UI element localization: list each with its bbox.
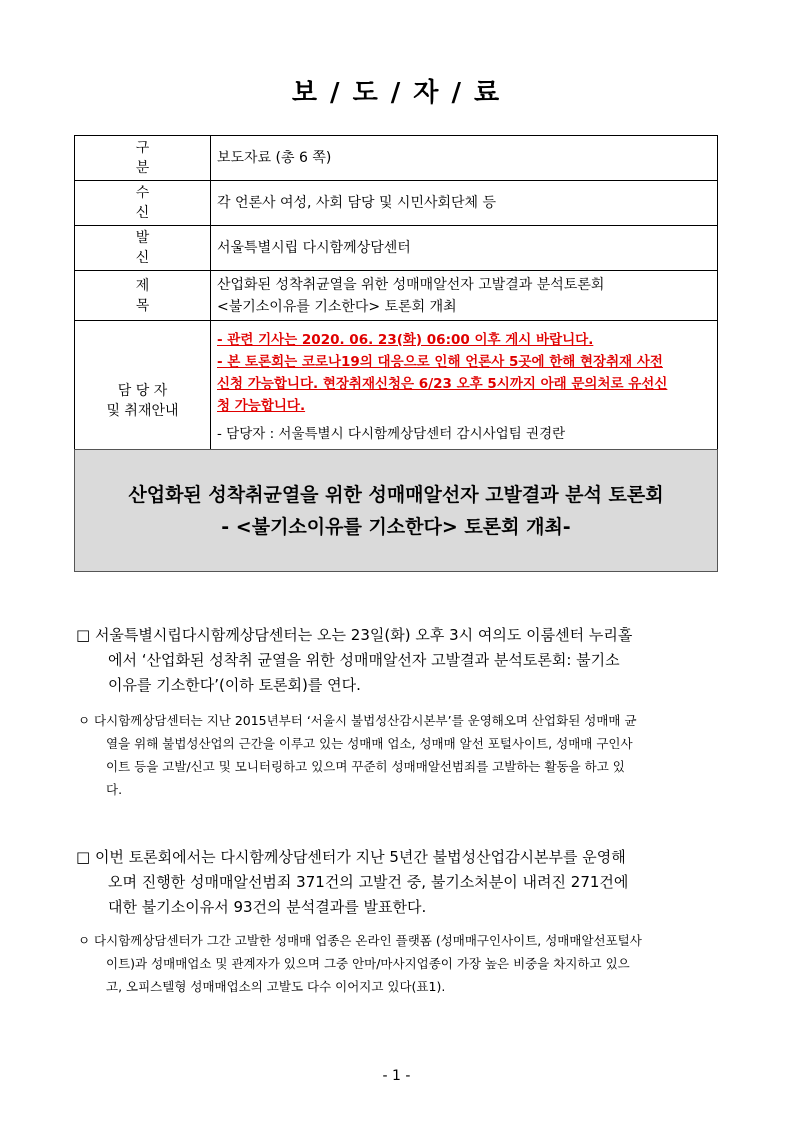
row-value: 각 언론사 여성, 사회 담당 및 시민사회단체 등: [211, 181, 718, 226]
coverage-notice-line: - 본 토론회는 코로나19의 대응으로 인해 언론사 5곳에 한해 현장취재 사전: [217, 353, 663, 370]
subject-line: 산업화된 성착취균열을 위한 성매매알선자 고발결과 분석토론회: [217, 276, 605, 293]
paragraph-line: 대한 불기소이유서 93건의 분석결과를 발표한다.: [108, 898, 427, 916]
sub-paragraph-line: 이트)과 성매매업소 및 관계자가 있으며 그중 안마/마사지업종이 가장 높은 비중을 차지하고 있으: [106, 956, 630, 971]
row-value: [211, 271, 718, 321]
contact-person: - 담당자 : 서울특별시 다시함께상담센터 감시사업팀 권경란: [217, 425, 566, 442]
row-label: 발 신: [75, 226, 211, 271]
sub-paragraph-line: 열을 위해 불법성산업의 근간을 이루고 있는 성매매 업소, 성매매 알선 포털사이트, 성매매 구인사: [106, 736, 633, 751]
page-title: 보 / 도 / 자 / 료: [291, 78, 502, 108]
row-label: 구 분: [75, 136, 211, 181]
sub-paragraph-line: 이트 등을 고발/신고 및 모니터링하고 있으며 꾸준히 성매매알선범죄를 고발하는 활동을 하고 있: [106, 759, 625, 774]
table-row: [75, 226, 718, 271]
paragraph-line: □ 이번 토론회에서는 다시함께상담센터가 지난 5년간 불법성산업감시본부를 운영해: [76, 848, 626, 866]
paragraph: [76, 845, 718, 920]
info-table: [74, 135, 718, 481]
paragraph-line: 이유를 기소한다’(이하 토론회)를 연다.: [108, 676, 361, 694]
row-value: 보도자료 (총 6 쪽): [211, 136, 718, 181]
paragraph-line: 에서 ‘산업화된 성착취 균열을 위한 성매매알선자 고발결과 분석토론회: 불기소: [108, 651, 620, 669]
headline-line: 산업화된 성착취균열을 위한 성매매알선자 고발결과 분석 토론회: [128, 483, 664, 506]
page-number: - 1 -: [382, 1068, 411, 1084]
headline-box: [74, 449, 718, 572]
headline-line: - <불기소이유를 기소한다> 토론회 개최-: [221, 515, 571, 538]
coverage-notice-line: 신청 가능합니다. 현장취재신청은 6/23 오후 5시까지 아래 문의처로 유선신: [217, 375, 668, 392]
contact-label-line: 및 취재안내: [106, 402, 179, 419]
subject-line: <불기소이유를 기소한다> 토론회 개최: [217, 298, 457, 315]
table-row: [75, 181, 718, 226]
sub-paragraph-line: ㅇ 다시함께상담센터는 지난 2015년부터 ‘서울시 불법성산감시본부’를 운영해오며 산업화된 성매매 균: [78, 713, 637, 728]
paragraph: [76, 623, 718, 698]
contact-label-line: 담 당 자: [117, 382, 168, 399]
row-label: 수 신: [75, 181, 211, 226]
table-row: [75, 136, 718, 181]
sub-paragraph: [78, 709, 718, 801]
sub-paragraph-line: ㅇ 다시함께상담센터가 그간 고발한 성매매 업종은 온라인 플랫폼 (성매매구인사이트, 성매매알선포털사: [78, 933, 642, 948]
row-value: 서울특별시립 다시함께상담센터: [211, 226, 718, 271]
posting-notice: - 관련 기사는 2020. 06. 23(화) 06:00 이후 게시 바랍니다.: [217, 331, 594, 348]
row-label: 제 목: [75, 271, 211, 321]
paragraph-line: 오며 진행한 성매매알선범죄 371건의 고발건 중, 불기소처분이 내려진 271건에: [108, 873, 629, 891]
sub-paragraph-line: 다.: [106, 782, 123, 797]
sub-paragraph-line: 고, 오피스텔형 성매매업소의 고발도 다수 이어지고 있다(표1).: [106, 979, 446, 994]
paragraph-line: □ 서울특별시립다시함께상담센터는 오는 23일(화) 오후 3시 여의도 이룸센터 누리홀: [76, 626, 633, 644]
sub-paragraph: [78, 929, 718, 998]
table-row: [75, 271, 718, 321]
coverage-notice-line: 청 가능합니다.: [217, 397, 306, 414]
